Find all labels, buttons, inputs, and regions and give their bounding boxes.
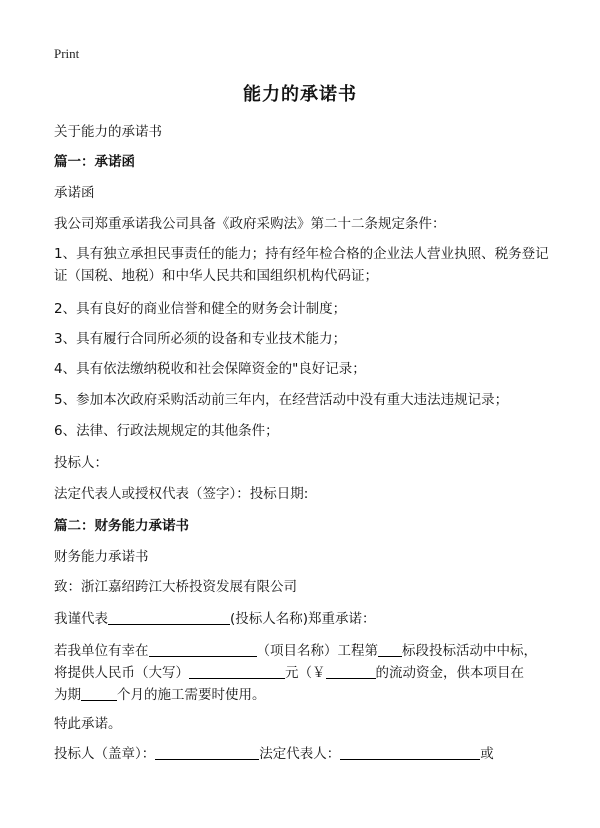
section-blank[interactable]	[378, 642, 402, 657]
section-heading-2: 篇二：财务能力承诺书	[54, 518, 189, 534]
subtitle: 关于能力的承诺书	[54, 124, 162, 140]
condition-1: 1、具有独立承担民事责任的能力；持有经年检合格的企业法人营业执照、税务登记证（国税、地税）和中华人民共和国组织机构代码证；	[54, 246, 549, 284]
bidder-seal-blank[interactable]	[155, 745, 259, 760]
signature-line: 投标人（盖章）： 法定代表人： 或	[54, 746, 494, 762]
amount-line: 将提供人民币（大写） 元（￥ 的流动资金，供本项目在	[54, 665, 524, 681]
document-title: 能力的承诺书	[243, 84, 357, 105]
representative-blank[interactable]	[108, 610, 230, 625]
section-heading-1: 篇一：承诺函	[54, 154, 135, 170]
condition-3: 3、具有履行合同所必须的设备和专业技术能力；	[54, 331, 347, 347]
project-line: 若我单位有幸在 （项目名称）工程第 标段投标活动中中标，	[54, 643, 537, 659]
amount-words-blank[interactable]	[189, 664, 285, 679]
condition-5: 5、参加本次政府采购活动前三年内，在经营活动中没有重大违法违规记录；	[54, 392, 509, 408]
recipient-line: 致：浙江嘉绍跨江大桥投资发展有限公司	[54, 579, 297, 595]
section-1-subheading: 承诺函	[54, 185, 95, 201]
condition-2: 2、具有良好的商业信誉和健全的财务会计制度；	[54, 301, 347, 317]
months-blank[interactable]	[81, 686, 117, 701]
amount-figure-blank[interactable]	[326, 664, 376, 679]
print-link[interactable]: Print	[54, 46, 80, 61]
bidder-label: 投标人：	[54, 455, 108, 471]
pledge-line	[54, 607, 560, 627]
pledge-prefix: 我谨代表	[54, 611, 108, 627]
project-blank[interactable]	[149, 642, 257, 657]
closing-line: 特此承诺。	[54, 716, 122, 732]
condition-6: 6、法律、行政法规规定的其他条件；	[54, 423, 279, 439]
section-1-intro: 我公司郑重承诺我公司具备《政府采购法》第二十二条规定条件：	[54, 216, 446, 232]
pledge-suffix: (投标人名称)郑重承诺：	[230, 611, 376, 627]
section-2-subheading: 财务能力承诺书	[54, 549, 149, 565]
representative-line: 法定代表人或授权代表（签字）：投标日期:	[54, 486, 309, 502]
period-line: 为期 个月的施工需要时使用。	[54, 687, 266, 703]
legal-rep-blank[interactable]	[340, 745, 480, 760]
condition-4: 4、具有依法缴纳税收和社会保障资金的"良好记录；	[54, 361, 366, 377]
